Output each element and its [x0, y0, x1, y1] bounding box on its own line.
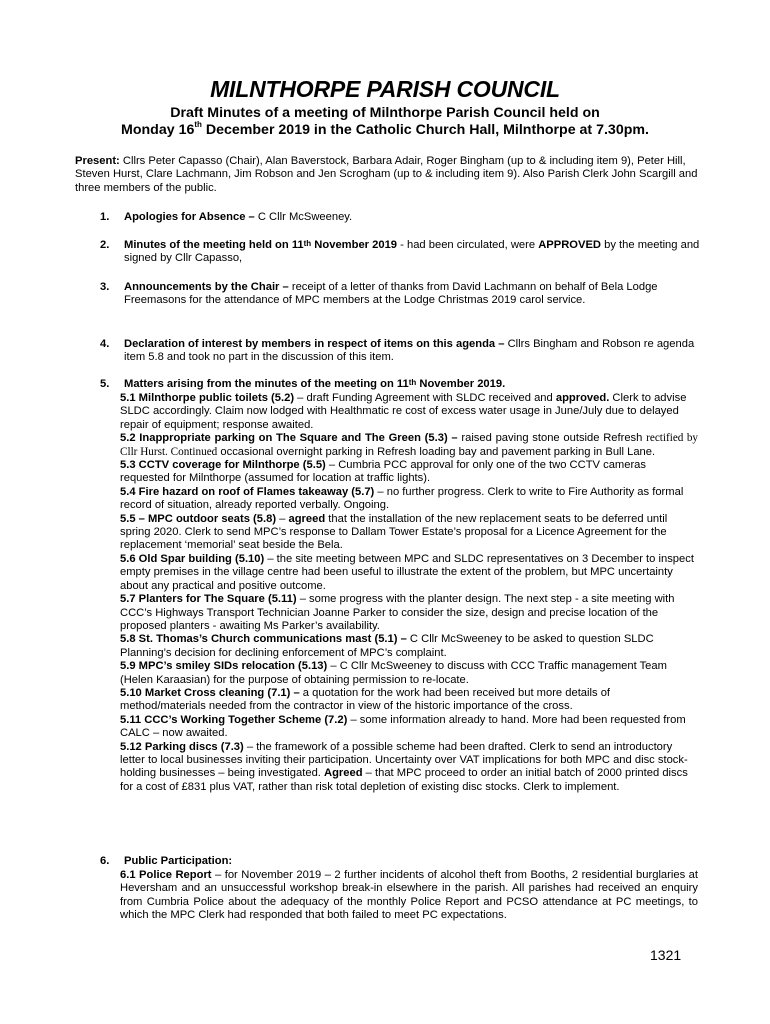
matter-5-1 — [120, 392, 698, 432]
item-content — [124, 855, 702, 868]
item-number: 2. — [100, 239, 110, 251]
matter-5-12 — [120, 741, 698, 795]
matter-5-10 — [120, 687, 698, 714]
item-text: Cllrs Bingham and Robson re agenda item 5.8 and took no part in the discussion of this item. — [124, 338, 695, 364]
matter-heading: 5.7 Planters for The Square (5.11) — [120, 593, 297, 606]
matter-heading: 5.2 Inappropriate parking on The Square and The Green (5.3) – — [120, 432, 458, 445]
item-heading: Apologies for Absence – — [124, 211, 255, 223]
matter-heading: 5.9 MPC’s smiley SIDs relocation (5.13) — [120, 660, 328, 673]
matter-heading: 5.6 Old Spar building (5.10) — [120, 552, 265, 565]
item-text-a: - had been circulated, were — [397, 239, 539, 251]
matter-heading: 5.1 Milnthorpe public toilets (5.2) — [120, 392, 295, 404]
matter-5-5 — [120, 513, 698, 553]
matter-text: raised paving stone outside Refresh — [457, 432, 647, 445]
present-label: Present: — [75, 155, 120, 167]
item-number: 4. — [100, 338, 110, 350]
matter-5-9 — [120, 660, 698, 687]
matter-text: – — [276, 512, 289, 525]
matter-text: – some information already to hand. More had been requested from CALC – now awaited. — [120, 713, 686, 740]
matter-heading: 5.11 CCC’s Working Together Scheme (7.2) — [120, 713, 348, 726]
council-title: MILNTHORPE PARISH COUNCIL — [210, 76, 560, 102]
matter-text: – Cumbria PCC approval for only one of the two CCTV cameras requested for Milnthorpe (assumed for location at traffic lights). — [120, 459, 647, 485]
item-heading: Announcements by the Chair – — [124, 281, 289, 293]
report-text: – for November 2019 – 2 further incidents of alcohol theft from Booths, 2 residential burglaries at Heversham and an unsuccessful workshop break-in elsewhere in the parish. All parishes had received an enquiry from Cumbria Police about the adequacy of the monthly Police Report and PCSO attendance at PC meetings, to which the MPC Clerk had responded that both failed to meet PC expectations. — [120, 869, 698, 922]
item-number: 1. — [100, 211, 110, 223]
public-participation-list — [120, 869, 698, 923]
matter-serif-text: rectified by Cllr Hurst. Continued — [120, 432, 699, 458]
item-number: 5. — [100, 378, 110, 390]
matter-heading: 5.5 – MPC outdoor seats (5.8) — [120, 512, 277, 525]
matter-text: – some progress with the planter design. The next step - a site meeting with CCC’s Highways Transport Technician Joanne Parker to consider the size, design and precise location of the proposed planters - awaiting Ms Parker’s availability. — [120, 593, 675, 632]
matter-text: that the installation of the new replacement seats to be deferred until spring 2020. Clerk to send MPC’s response to Dallam Tower Estate’s proposal for a Licence Agreement for the replacement ‘memorial’ seat beside the Bela. — [120, 512, 668, 552]
item-content — [124, 211, 702, 224]
matter-5-8 — [120, 633, 698, 660]
subtitle-date-sup: th — [194, 120, 202, 129]
item-text: C Cllr McSweeney. — [254, 211, 353, 223]
item-text: receipt of a letter of thanks from David Lachmann on behalf of Bela Lodge Freemasons for the attendance of MPC members at the Lodge Christmas 2019 carol service. — [124, 281, 658, 307]
matter-5-3 — [120, 459, 698, 486]
item-heading: Public Participation: — [124, 855, 233, 867]
page-number: 1321 — [650, 947, 682, 963]
matter-text: a quotation for the work had been received but more details of method/materials needed from the contractor in view of the historic importance of the cross. — [120, 686, 611, 713]
subtitle-date-a: Monday 16 — [121, 122, 195, 138]
matter-5-4 — [120, 486, 698, 513]
matter-text: occasional overnight parking in Refresh loading bay and pavement parking in Bull Lane. — [217, 445, 656, 458]
matter-5-2 — [120, 432, 698, 459]
item-content — [124, 338, 702, 365]
item-content — [124, 378, 702, 391]
item-heading-b: November 2019. — [416, 378, 506, 390]
item-heading-a: Matters arising from the minutes of the meeting on 11 — [124, 378, 409, 390]
present-text: Cllrs Peter Capasso (Chair), Alan Baverstock, Barbara Adair, Roger Bingham (up to & including item 9), Peter Hill, Steven Hurst, Clare Lachmann, Jim Robson and Jen Scrogham (up to & including item 9). Also Parish Clerk John Scargill and three members of the public. — [75, 155, 698, 194]
matter-text: – C Cllr McSweeney to discuss with CCC Traffic management Team (Helen Karaasian) for the purpose of obtaining permission to re-locate. — [120, 660, 667, 686]
item-heading-sup: th — [408, 378, 417, 387]
matter-heading: 5.3 CCTV coverage for Milnthorpe (5.5) — [120, 459, 326, 472]
item-heading: Declaration of interest by members in respect of items on this agenda – — [124, 338, 505, 350]
item-heading-b: November 2019 — [311, 239, 398, 251]
matter-heading: 5.12 Parking discs (7.3) — [120, 740, 244, 753]
minutes-subtitle-line1: Draft Minutes of a meeting of Milnthorpe Parish Council held on — [170, 105, 600, 121]
matter-text: – the site meeting between MPC and SLDC representatives on 3 December to inspect empty premises in the village centre had been useful to illustrate the extent of the problem, but MPC uncertainty about any practical and positive outcome. — [120, 552, 694, 592]
matter-5-7 — [120, 593, 698, 633]
matter-text: – draft Funding Agreement with SLDC received and — [294, 392, 556, 404]
matter-5-6 — [120, 553, 698, 593]
matter-text: – no further progress. Clerk to write to Fire Authority as formal record of situation, already reported verbally. Ongoing. — [120, 485, 684, 512]
item-content — [124, 239, 702, 266]
matter-bold: agreed — [288, 512, 326, 525]
item-content — [124, 281, 702, 308]
item-text-b: by the meeting and signed by Cllr Capasso, — [124, 239, 700, 265]
item-heading-a: Minutes of the meeting held on 11 — [124, 239, 304, 251]
matter-bold: Agreed — [324, 767, 363, 780]
report-heading: 6.1 Police Report — [120, 869, 212, 881]
matter-heading: 5.4 Fire hazard on roof of Flames takeaway (5.7) — [120, 485, 375, 498]
matter-5-11 — [120, 714, 698, 741]
item-number: 6. — [100, 855, 110, 867]
item-approved: APPROVED — [538, 239, 601, 251]
matter-heading: 5.10 Market Cross cleaning (7.1) – — [120, 686, 300, 699]
matter-text: – the framework of a possible scheme had been drafted. Clerk to send an introductory letter to local businesses inviting their participation. Uncertainty over VAT implications for both MPC and disc stock-holding businesses – being investigated. — [120, 740, 688, 780]
item-number: 3. — [100, 281, 110, 293]
matter-heading: 5.8 St. Thomas’s Church communications mast (5.1) – — [120, 633, 407, 646]
police-report — [120, 869, 698, 923]
matters-arising-list — [120, 392, 698, 794]
matter-text: – that MPC proceed to order an initial batch of 2000 printed discs for a cost of £831 plus VAT, rather than risk total depletion of existing disc stocks. Clerk to implement. — [120, 767, 688, 793]
matter-text: Clerk to advise SLDC accordingly. Claim now lodged with Healthmatic re cost of excess water usage in June/July due to delayed repair of equipment; response awaited. — [120, 392, 687, 431]
item-heading-sup: th — [303, 239, 312, 248]
matter-text: C Cllr McSweeney to be asked to question SLDC Planning’s decision for declining enforcement of MPC’s complaint. — [120, 633, 654, 659]
present-paragraph — [75, 155, 700, 195]
matter-bold: approved. — [555, 392, 610, 404]
subtitle-date-b: December 2019 in the Catholic Church Hall, Milnthorpe at 7.30pm. — [201, 122, 649, 138]
minutes-subtitle-line2 — [0, 122, 770, 138]
